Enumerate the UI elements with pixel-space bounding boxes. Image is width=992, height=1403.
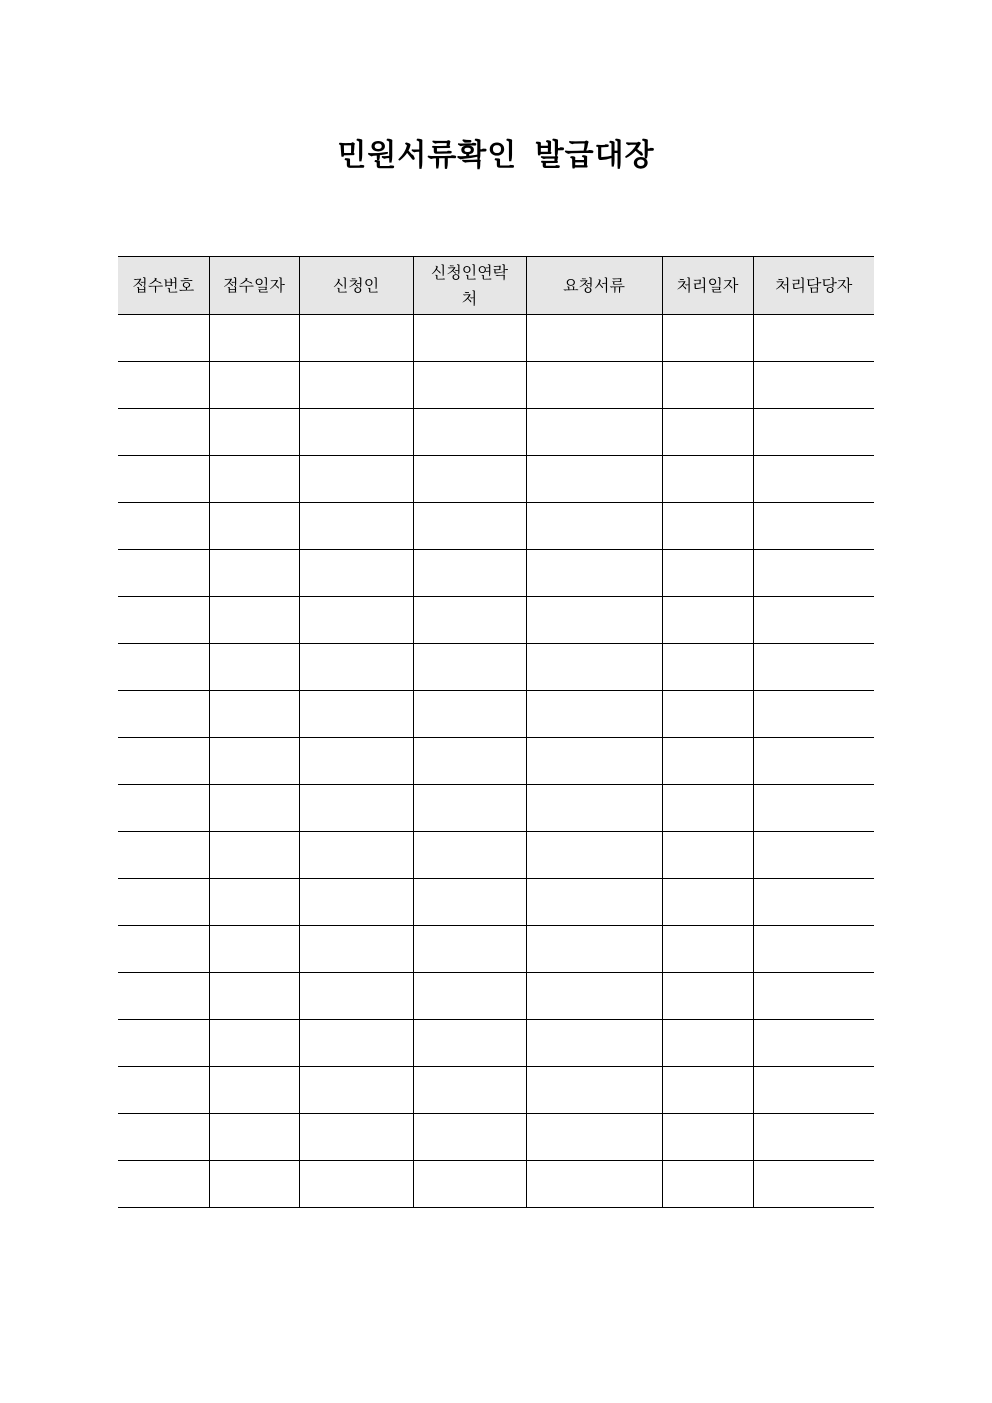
- table-cell-requested-document[interactable]: [526, 691, 662, 738]
- table-cell-processing-date[interactable]: [662, 1020, 753, 1067]
- table-cell-requested-document[interactable]: [526, 1020, 662, 1067]
- table-row: [118, 1161, 874, 1208]
- table-cell-applicant-contact[interactable]: [413, 597, 526, 644]
- table-cell-handler[interactable]: [753, 1020, 874, 1067]
- table-cell-applicant-contact[interactable]: [413, 550, 526, 597]
- column-header-applicant: 신청인: [299, 257, 413, 315]
- table-cell-receipt-no[interactable]: [118, 1114, 209, 1161]
- table-cell-applicant[interactable]: [299, 832, 413, 879]
- table-cell-requested-document[interactable]: [526, 1114, 662, 1161]
- column-header-receipt-no: 접수번호: [118, 257, 209, 315]
- table-cell-receipt-no[interactable]: [118, 738, 209, 785]
- table-cell-applicant[interactable]: [299, 1114, 413, 1161]
- table-cell-receipt-no[interactable]: [118, 1067, 209, 1114]
- table-cell-processing-date[interactable]: [662, 973, 753, 1020]
- table-cell-processing-date[interactable]: [662, 597, 753, 644]
- table-cell-handler[interactable]: [753, 550, 874, 597]
- table-cell-processing-date[interactable]: [662, 315, 753, 362]
- table-cell-applicant[interactable]: [299, 456, 413, 503]
- table-cell-handler[interactable]: [753, 456, 874, 503]
- document-title: 민원서류확인 발급대장: [337, 138, 655, 173]
- table-cell-processing-date[interactable]: [662, 926, 753, 973]
- column-header-applicant-contact: 신청인연락처: [413, 257, 526, 315]
- table-cell-receipt-no[interactable]: [118, 550, 209, 597]
- table-row: [118, 1114, 874, 1161]
- table-cell-receipt-date[interactable]: [209, 832, 299, 879]
- table-cell-receipt-date[interactable]: [209, 973, 299, 1020]
- table-cell-receipt-date[interactable]: [209, 926, 299, 973]
- table-cell-processing-date[interactable]: [662, 879, 753, 926]
- table-cell-receipt-date[interactable]: [209, 691, 299, 738]
- table-cell-receipt-date[interactable]: [209, 879, 299, 926]
- table-cell-requested-document[interactable]: [526, 1161, 662, 1208]
- table-cell-receipt-date[interactable]: [209, 644, 299, 691]
- table-cell-handler[interactable]: [753, 973, 874, 1020]
- table-cell-receipt-no[interactable]: [118, 785, 209, 832]
- column-header-processing-date: 처리일자: [662, 257, 753, 315]
- table-cell-processing-date[interactable]: [662, 1114, 753, 1161]
- table-row: [118, 644, 874, 691]
- table-cell-handler[interactable]: [753, 644, 874, 691]
- table-cell-applicant-contact[interactable]: [413, 362, 526, 409]
- table-row: [118, 691, 874, 738]
- table-cell-receipt-date[interactable]: [209, 503, 299, 550]
- table-row: [118, 315, 874, 362]
- table-row: [118, 879, 874, 926]
- table-cell-applicant-contact[interactable]: [413, 1067, 526, 1114]
- table-cell-applicant[interactable]: [299, 644, 413, 691]
- table-cell-handler[interactable]: [753, 597, 874, 644]
- table-cell-receipt-date[interactable]: [209, 597, 299, 644]
- table-cell-applicant[interactable]: [299, 926, 413, 973]
- table-row: [118, 926, 874, 973]
- table-cell-receipt-no[interactable]: [118, 1161, 209, 1208]
- table-cell-applicant-contact[interactable]: [413, 1161, 526, 1208]
- table-cell-handler[interactable]: [753, 691, 874, 738]
- table-cell-receipt-date[interactable]: [209, 362, 299, 409]
- table-cell-applicant-contact[interactable]: [413, 832, 526, 879]
- table-cell-applicant-contact[interactable]: [413, 644, 526, 691]
- table-cell-handler[interactable]: [753, 1161, 874, 1208]
- table-cell-applicant-contact[interactable]: [413, 785, 526, 832]
- table-cell-requested-document[interactable]: [526, 1067, 662, 1114]
- table-cell-applicant[interactable]: [299, 315, 413, 362]
- table-cell-handler[interactable]: [753, 785, 874, 832]
- table-cell-requested-document[interactable]: [526, 879, 662, 926]
- table-cell-handler[interactable]: [753, 362, 874, 409]
- table-cell-applicant[interactable]: [299, 1020, 413, 1067]
- table-cell-handler[interactable]: [753, 409, 874, 456]
- table-cell-handler[interactable]: [753, 832, 874, 879]
- table-cell-requested-document[interactable]: [526, 456, 662, 503]
- table-cell-applicant-contact[interactable]: [413, 738, 526, 785]
- table-row: [118, 503, 874, 550]
- table-row: [118, 832, 874, 879]
- table-row: [118, 1020, 874, 1067]
- table-cell-applicant[interactable]: [299, 597, 413, 644]
- table-cell-applicant[interactable]: [299, 879, 413, 926]
- table-cell-applicant-contact[interactable]: [413, 456, 526, 503]
- table-cell-receipt-date[interactable]: [209, 409, 299, 456]
- table-cell-processing-date[interactable]: [662, 456, 753, 503]
- table-row: [118, 362, 874, 409]
- table-cell-handler[interactable]: [753, 879, 874, 926]
- table-cell-applicant[interactable]: [299, 409, 413, 456]
- table-cell-applicant-contact[interactable]: [413, 503, 526, 550]
- table-cell-handler[interactable]: [753, 1067, 874, 1114]
- column-header-requested-document: 요청서류: [526, 257, 662, 315]
- table-cell-applicant[interactable]: [299, 550, 413, 597]
- table-cell-receipt-date[interactable]: [209, 1020, 299, 1067]
- table-cell-receipt-date[interactable]: [209, 785, 299, 832]
- table-cell-processing-date[interactable]: [662, 550, 753, 597]
- table-cell-applicant[interactable]: [299, 1161, 413, 1208]
- table-cell-processing-date[interactable]: [662, 503, 753, 550]
- table-body: [118, 315, 874, 1208]
- table-cell-receipt-date[interactable]: [209, 1161, 299, 1208]
- table-cell-applicant-contact[interactable]: [413, 926, 526, 973]
- table-cell-requested-document[interactable]: [526, 785, 662, 832]
- table-cell-processing-date[interactable]: [662, 785, 753, 832]
- table-row: [118, 738, 874, 785]
- table-cell-processing-date[interactable]: [662, 1161, 753, 1208]
- table-cell-requested-document[interactable]: [526, 362, 662, 409]
- table-cell-receipt-no[interactable]: [118, 409, 209, 456]
- table-cell-handler[interactable]: [753, 503, 874, 550]
- table-cell-applicant-contact[interactable]: [413, 1020, 526, 1067]
- table-cell-requested-document[interactable]: [526, 644, 662, 691]
- table-cell-receipt-no[interactable]: [118, 879, 209, 926]
- issuance-ledger-table: [118, 256, 874, 1208]
- table-cell-handler[interactable]: [753, 926, 874, 973]
- table-row: [118, 785, 874, 832]
- table-cell-requested-document[interactable]: [526, 926, 662, 973]
- table-cell-requested-document[interactable]: [526, 597, 662, 644]
- table-row: [118, 409, 874, 456]
- table-cell-requested-document[interactable]: [526, 738, 662, 785]
- table-cell-receipt-no[interactable]: [118, 973, 209, 1020]
- table-cell-receipt-date[interactable]: [209, 315, 299, 362]
- table-cell-handler[interactable]: [753, 1114, 874, 1161]
- table-cell-receipt-no[interactable]: [118, 832, 209, 879]
- table-cell-receipt-date[interactable]: [209, 1067, 299, 1114]
- table-cell-applicant-contact[interactable]: [413, 879, 526, 926]
- table-cell-receipt-date[interactable]: [209, 738, 299, 785]
- table-cell-requested-document[interactable]: [526, 409, 662, 456]
- column-header-handler: 처리담당자: [753, 257, 874, 315]
- column-header-receipt-date: 접수일자: [209, 257, 299, 315]
- table-row: [118, 1067, 874, 1114]
- table-cell-processing-date[interactable]: [662, 409, 753, 456]
- table-cell-applicant-contact[interactable]: [413, 973, 526, 1020]
- table-row: [118, 973, 874, 1020]
- table-cell-processing-date[interactable]: [662, 691, 753, 738]
- table-cell-requested-document[interactable]: [526, 503, 662, 550]
- table-cell-requested-document[interactable]: [526, 973, 662, 1020]
- table-cell-requested-document[interactable]: [526, 315, 662, 362]
- table-cell-processing-date[interactable]: [662, 362, 753, 409]
- table-cell-applicant[interactable]: [299, 1067, 413, 1114]
- table-cell-handler[interactable]: [753, 738, 874, 785]
- table-cell-applicant[interactable]: [299, 691, 413, 738]
- table-cell-processing-date[interactable]: [662, 644, 753, 691]
- table-cell-handler[interactable]: [753, 315, 874, 362]
- table-row: [118, 456, 874, 503]
- table-cell-receipt-no[interactable]: [118, 1020, 209, 1067]
- table-cell-processing-date[interactable]: [662, 832, 753, 879]
- table-cell-receipt-no[interactable]: [118, 503, 209, 550]
- table-cell-receipt-no[interactable]: [118, 456, 209, 503]
- header-row: [118, 257, 874, 315]
- table-cell-applicant[interactable]: [299, 738, 413, 785]
- table-cell-receipt-date[interactable]: [209, 1114, 299, 1161]
- table-cell-applicant[interactable]: [299, 503, 413, 550]
- table-cell-receipt-no[interactable]: [118, 597, 209, 644]
- table-cell-receipt-date[interactable]: [209, 456, 299, 503]
- table-header: [118, 257, 874, 315]
- table-cell-receipt-no[interactable]: [118, 362, 209, 409]
- table-cell-receipt-no[interactable]: [118, 644, 209, 691]
- table-row: [118, 550, 874, 597]
- table-cell-applicant[interactable]: [299, 973, 413, 1020]
- table-cell-applicant[interactable]: [299, 362, 413, 409]
- table-cell-receipt-no[interactable]: [118, 691, 209, 738]
- table-row: [118, 597, 874, 644]
- table-cell-applicant-contact[interactable]: [413, 315, 526, 362]
- table-cell-requested-document[interactable]: [526, 832, 662, 879]
- table-cell-receipt-date[interactable]: [209, 550, 299, 597]
- table-cell-processing-date[interactable]: [662, 1067, 753, 1114]
- table-cell-applicant-contact[interactable]: [413, 409, 526, 456]
- table-cell-applicant[interactable]: [299, 785, 413, 832]
- table-cell-receipt-no[interactable]: [118, 926, 209, 973]
- table-cell-applicant-contact[interactable]: [413, 1114, 526, 1161]
- table-cell-applicant-contact[interactable]: [413, 691, 526, 738]
- table-cell-requested-document[interactable]: [526, 550, 662, 597]
- table-cell-receipt-no[interactable]: [118, 315, 209, 362]
- table-cell-processing-date[interactable]: [662, 738, 753, 785]
